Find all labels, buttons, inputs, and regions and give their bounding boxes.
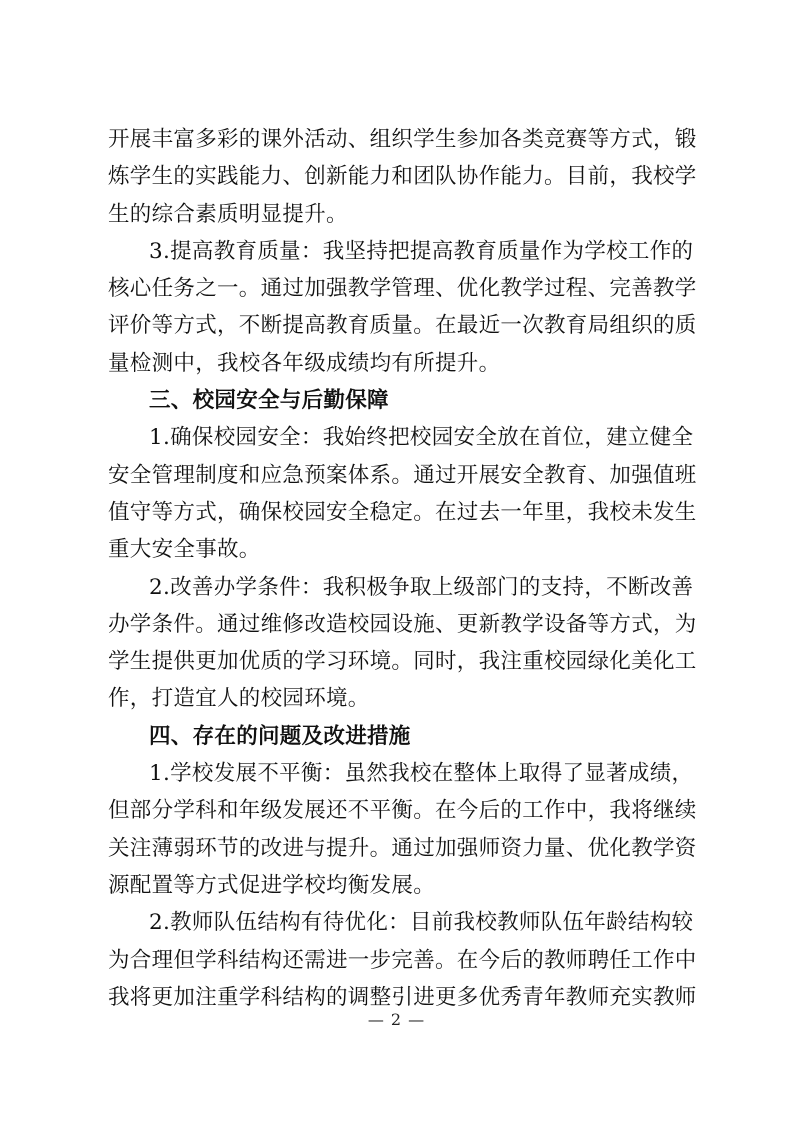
text-line: 为合理但学科结构还需进一步完善。在今后的教师聘任工作中 (108, 947, 697, 973)
text-line: 但部分学科和年级发展还不平衡。在今后的工作中，我将继续 (108, 798, 697, 824)
text-line: 关注薄弱环节的改进与提升。通过加强师资力量、优化教学资 (108, 835, 697, 861)
text-line: 办学条件。通过维修改造校园设施、更新教学设备等方式，为 (108, 611, 697, 637)
text-line: 核心任务之一。通过加强教学管理、优化教学过程、完善教学 (108, 276, 697, 302)
text-line: 安全管理制度和应急预案体系。通过开展安全教育、加强值班 (108, 462, 697, 488)
text-line: 开展丰富多彩的课外活动、组织学生参加各类竞赛等方式，锻 (108, 127, 697, 152)
text-line: 值守等方式，确保校园安全稳定。在过去一年里，我校未发生 (108, 499, 697, 525)
text-line: 3.提高教育质量：我坚持把提高教育质量作为学校工作的 (149, 238, 694, 264)
document-body (108, 121, 697, 1016)
page-number: — 2 — (367, 1010, 426, 1029)
text-line: 量检测中，我校各年级成绩均有所提升。 (108, 350, 501, 376)
text-line: 源配置等方式促进学校均衡发展。 (108, 872, 436, 898)
text-line: 学生提供更加优质的学习环境。同时，我注重校园绿化美化工 (108, 649, 697, 675)
text-line: 1.学校发展不平衡：虽然我校在整体上取得了显著成绩， (149, 761, 694, 787)
text-line: 炼学生的实践能力、创新能力和团队协作能力。目前，我校学 (108, 164, 697, 190)
text-line: 1.确保校园安全：我始终把校园安全放在首位，建立健全 (149, 425, 694, 451)
section-heading: 三、校园安全与后勤保障 (149, 388, 389, 414)
text-line: 我将更加注重学科结构的调整引进更多优秀青年教师充实教师 (108, 984, 697, 1010)
text-line: 作，打造宜人的校园环境。 (108, 686, 370, 712)
text-line: 2.改善办学条件：我积极争取上级部门的支持，不断改善 (149, 574, 694, 600)
text-line: 生的综合素质明显提升。 (108, 201, 348, 227)
text-line: 2.教师队伍结构有待优化：目前我校教师队伍年龄结构较 (149, 910, 694, 936)
text-line: 重大安全事故。 (108, 537, 261, 563)
section-heading: 四、存在的问题及改进措施 (149, 723, 411, 749)
text-line: 评价等方式，不断提高教育质量。在最近一次教育局组织的质 (108, 313, 697, 339)
